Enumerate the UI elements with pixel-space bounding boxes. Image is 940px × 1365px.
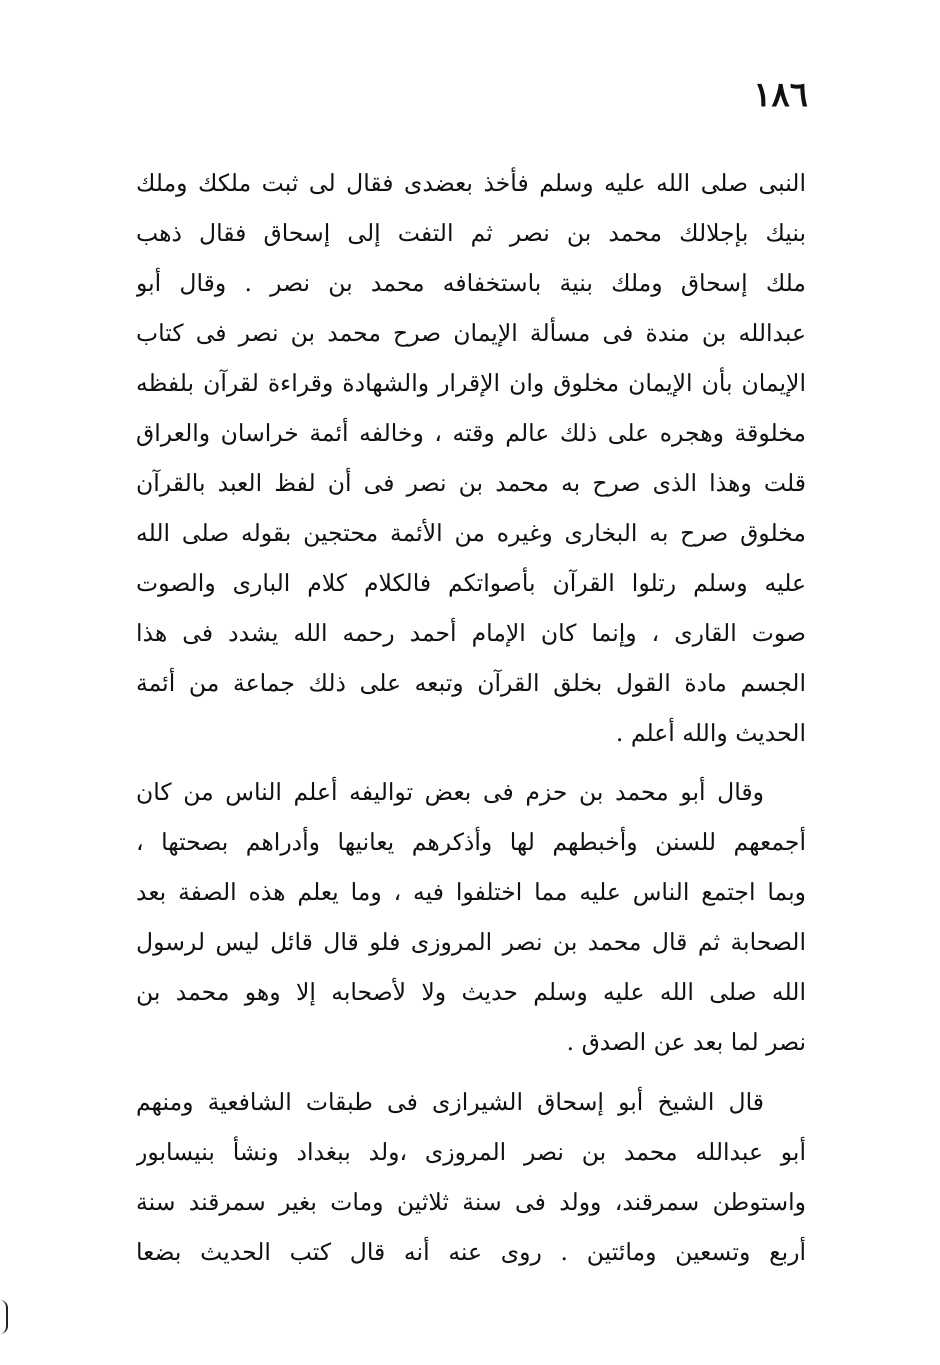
text-line: أبو عبدالله محمد بن نصر المروزى ،ولد ببغداد ونشأ بنيسابور [136, 1138, 806, 1166]
text-line: أربع وتسعين ومائتين . روى عنه أنه قال كتب الحديث بضعا [136, 1238, 806, 1266]
text-line: النبى صلى الله عليه وسلم فأخذ بعضدى فقال لى ثبت ملكك وملك [136, 169, 806, 197]
text-line: الحديث والله أعلم . [615, 719, 806, 747]
text-line: وبما اجتمع الناس عليه مما اختلفوا فيه ، وما يعلم هذه الصفة بعد [136, 878, 806, 906]
text-line: الله صلى الله عليه وسلم حديث ولا لأصحابه إلا وهو محمد بن [136, 978, 806, 1006]
text-line: أجمعهم للسنن وأخبطهم لها وأذكرهم يعانيها وأدراهم بصحتها ، [136, 828, 806, 856]
text-line: مخلوقة وهجره على ذلك عالم وقته ، وخالفه أئمة خراسان والعراق [136, 419, 806, 447]
text-line: قلت وهذا الذى صرح به محمد بن نصر فى أن لفظ العبد بالقرآن [136, 469, 806, 497]
text-line: مخلوق صرح به البخارى وغيره من الأئمة محتجين بقوله صلى الله [136, 519, 806, 547]
page-number: ١٨٦ [753, 75, 808, 115]
text-line: عبدالله بن مندة فى مسألة الإيمان صرح محمد بن نصر فى كتاب [136, 319, 806, 347]
text-line: قال الشيخ أبو إسحاق الشيرازى فى طبقات الشافعية ومنهم [136, 1088, 764, 1116]
text-line: واستوطن سمرقند، وولد فى سنة ثلاثين ومات بغير سمرقند سنة [136, 1188, 806, 1216]
paragraph-1 [136, 158, 806, 758]
text-line: نصر لما بعد عن الصدق . [566, 1028, 806, 1056]
text-line: عليه وسلم رتلوا القرآن بأصواتكم فالكلام كلام البارى والصوت [136, 569, 806, 597]
text-line: الصحابة ثم قال محمد بن نصر المروزى فلو قال قائل ليس لرسول [136, 928, 806, 956]
text-line: ملك إسحاق وملك بنية باستخفافه محمد بن نصر . وقال أبو [136, 269, 806, 297]
scan-edge-mark [0, 1300, 8, 1334]
text-line: بنيك بإجلالك محمد بن نصر ثم التفت إلى إسحاق فقال ذهب [136, 219, 806, 247]
text-line: وقال أبو محمد بن حزم فى بعض تواليفه أعلم الناس من كان [136, 778, 764, 806]
paragraph-3 [136, 1077, 806, 1277]
text-line: صوت القارى ، وإنما كان الإمام أحمد رحمه الله يشدد فى هذا [136, 619, 806, 647]
text-line: الإيمان بأن الإيمان مخلوق وان الإقرار والشهادة وقراءة لقرآن بلفظه [136, 369, 806, 397]
paragraph-2 [136, 767, 806, 1067]
text-line: الجسم مادة القول بخلق القرآن وتبعه على ذلك جماعة من أئمة [136, 669, 806, 697]
